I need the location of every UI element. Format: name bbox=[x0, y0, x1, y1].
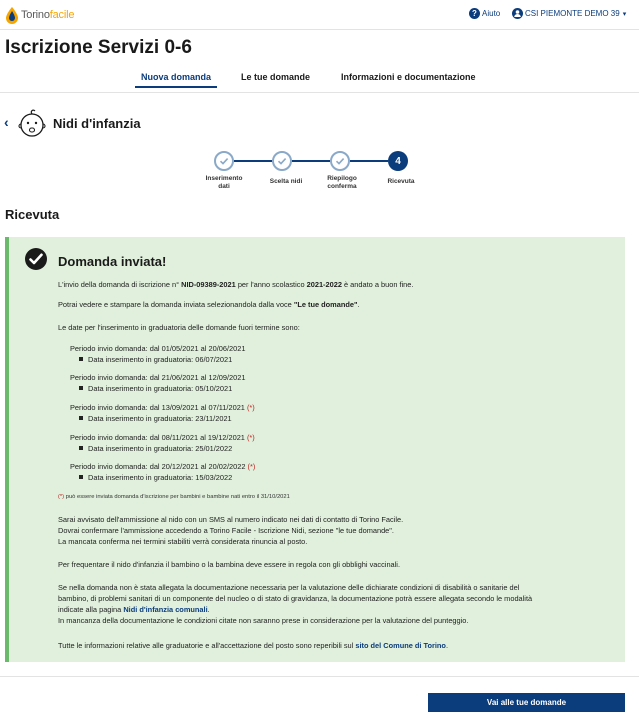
doc-line-4: In mancanza della documentazione le condizioni citate non saranno prese in considerazione per la valutazione del punteggio. bbox=[58, 616, 469, 625]
footnote-star: (*) bbox=[58, 494, 65, 500]
check-icon bbox=[219, 156, 229, 166]
doc-line-3b: . bbox=[207, 605, 210, 614]
step-label-3 bbox=[312, 175, 372, 191]
period-5 bbox=[70, 462, 255, 471]
tabs-divider bbox=[0, 92, 639, 93]
p1-b: per l'anno scolastico bbox=[235, 280, 307, 289]
check-icon bbox=[277, 156, 287, 166]
drop-logo-icon bbox=[5, 6, 19, 24]
user-menu[interactable] bbox=[512, 8, 626, 19]
section-title: Ricevuta bbox=[5, 207, 60, 222]
period-4-text: Periodo invio domanda: dal 08/11/2021 al 19/12/2021 bbox=[70, 433, 247, 442]
period-4-entry: Data inserimento in graduatoria: 25/01/2022 bbox=[79, 444, 232, 453]
p1-a: L'invio della domanda di iscrizione n° bbox=[58, 280, 182, 289]
print-instructions bbox=[58, 299, 623, 310]
period-1 bbox=[70, 344, 245, 353]
school-year: 2021-2022 bbox=[306, 280, 342, 289]
doc-line-1: Se nella domanda non è stata allegata la documentazione necessaria per la valutazione delle dichiarate condizioni di disabilità o sanitarie del bbox=[58, 583, 520, 592]
comune-torino-link[interactable]: sito del Comune di Torino bbox=[355, 641, 446, 650]
doc-line-3: indicate alla pagina bbox=[58, 605, 124, 614]
active-tab-indicator bbox=[135, 86, 217, 88]
period-1-entry: Data inserimento in graduatoria: 06/07/2021 bbox=[79, 355, 232, 364]
p2-c: . bbox=[357, 300, 360, 309]
footnote-text: può essere inviata domanda d'iscrizione per bambini e bambine nati entro il 31/10/2021 bbox=[64, 494, 290, 500]
sms-line-2: Dovrai confermare l'ammissione accedendo a Torino Facile - Iscrizione Nidi, sezione "le tue domande". bbox=[58, 526, 394, 535]
go-to-my-requests-button[interactable]: Vai alle tue domande bbox=[428, 693, 625, 712]
step-label-2: Scelta nidi bbox=[269, 178, 303, 185]
doc-line-2: bambino, di problemi sanitari di un componente del nucleo o di stato di gravidanza, la documentazione potrà essere allegata secondo le modalità bbox=[58, 594, 533, 603]
user-name: CSI PIEMONTE DEMO 39 bbox=[525, 9, 620, 18]
period-2 bbox=[70, 373, 245, 382]
help-link[interactable] bbox=[469, 8, 500, 19]
period-5-text: Periodo invio domanda: dal 20/12/2021 al 20/02/2022 bbox=[70, 462, 248, 471]
help-label: Aiuto bbox=[482, 9, 501, 18]
documentation-notice bbox=[58, 582, 623, 626]
brand-part1: Torino bbox=[21, 9, 50, 21]
service-title: Nidi d'infanzia bbox=[53, 116, 141, 131]
vaccines-notice: Per frequentare il nido d'infanzia il bambino o la bambina deve essere in regola con gli obblighi vaccinali. bbox=[58, 560, 400, 569]
period-2-text: Periodo invio domanda: dal 21/06/2021 al 12/09/2021 bbox=[70, 373, 246, 382]
step-3-complete bbox=[330, 151, 350, 171]
step-1-complete bbox=[214, 151, 234, 171]
check-icon bbox=[335, 156, 345, 166]
period-3-star: (*) bbox=[246, 403, 255, 412]
sms-line-3: La mancata conferma nei termini stabiliti verrà considerata rinuncia al posto. bbox=[58, 537, 308, 546]
info-b: . bbox=[445, 641, 449, 650]
chevron-down-icon: ▾ bbox=[622, 10, 627, 18]
sms-notice bbox=[58, 514, 623, 547]
period-3 bbox=[70, 403, 255, 412]
check-circle-icon bbox=[25, 248, 47, 270]
period-4 bbox=[70, 433, 255, 442]
request-id: NID-09389-2021 bbox=[181, 280, 236, 289]
period-3-entry: Data inserimento in graduatoria: 23/11/2021 bbox=[79, 414, 232, 423]
p1-c: è andato a buon fine. bbox=[341, 280, 414, 289]
back-chevron-icon[interactable]: ‹ bbox=[4, 114, 9, 130]
confirmation-text bbox=[58, 279, 623, 290]
step-connector bbox=[234, 160, 272, 162]
info-a: Tutte le informazioni relative alle graduatorie e all'accettazione del posto sono reperibili sul bbox=[58, 641, 356, 650]
step-connector bbox=[350, 160, 388, 162]
period-1-text: Periodo invio domanda: dal 01/05/2021 al 20/06/2021 bbox=[70, 344, 246, 353]
footnote bbox=[58, 494, 290, 500]
sms-line-1: Sarai avvisato dell'ammissione al nido con un SMS al numero indicato nei dati di contatto di Torino Facile. bbox=[58, 515, 404, 524]
brand-name bbox=[21, 9, 74, 21]
brand-part2: facile bbox=[49, 9, 75, 21]
step-2-complete bbox=[272, 151, 292, 171]
tab-nuova-domanda[interactable]: Nuova domanda bbox=[141, 72, 212, 82]
p2-b: "Le tue domande" bbox=[293, 300, 358, 309]
help-icon: ? bbox=[469, 8, 480, 19]
step-label-1 bbox=[194, 175, 254, 191]
period-4-star: (*) bbox=[246, 433, 255, 442]
step-label-3-line2: conferma bbox=[327, 183, 357, 190]
tab-le-tue-domande[interactable]: Le tue domande bbox=[241, 72, 311, 82]
period-2-entry: Data inserimento in graduatoria: 05/10/2021 bbox=[79, 384, 232, 393]
footer-divider bbox=[0, 676, 639, 677]
success-panel bbox=[5, 237, 625, 662]
baby-icon bbox=[17, 107, 47, 139]
tab-informazioni[interactable]: Informazioni e documentazione bbox=[341, 72, 476, 82]
success-title: Domanda inviata! bbox=[58, 254, 167, 269]
dates-intro: Le date per l'inserimento in graduatoria delle domande fuori termine sono: bbox=[58, 323, 300, 332]
step-connector bbox=[292, 160, 330, 162]
period-3-text: Periodo invio domanda: dal 13/09/2021 al 07/11/2021 bbox=[70, 403, 247, 412]
nidi-comunali-link[interactable]: Nidi d'infanzia comunali bbox=[123, 605, 208, 614]
step-label-1-line2: dati bbox=[218, 183, 230, 190]
top-bar bbox=[0, 0, 639, 30]
main-tabs bbox=[0, 70, 639, 92]
period-5-entry: Data inserimento in graduatoria: 15/03/2022 bbox=[79, 473, 232, 482]
page-title: Iscrizione Servizi 0-6 bbox=[5, 37, 192, 58]
info-notice bbox=[58, 640, 623, 651]
torinofacile-logo[interactable] bbox=[5, 6, 74, 24]
step-label-3-line1: Riepilogo bbox=[327, 175, 357, 182]
step-label-1-line1: Inserimento bbox=[205, 175, 243, 182]
step-label-4: Ricevuta bbox=[387, 178, 415, 185]
period-5-star: (*) bbox=[247, 462, 256, 471]
p2-a: Potrai vedere e stampare la domanda inviata selezionandola dalla voce bbox=[58, 300, 294, 309]
user-icon bbox=[512, 8, 523, 19]
step-4-current: 4 bbox=[388, 151, 408, 171]
